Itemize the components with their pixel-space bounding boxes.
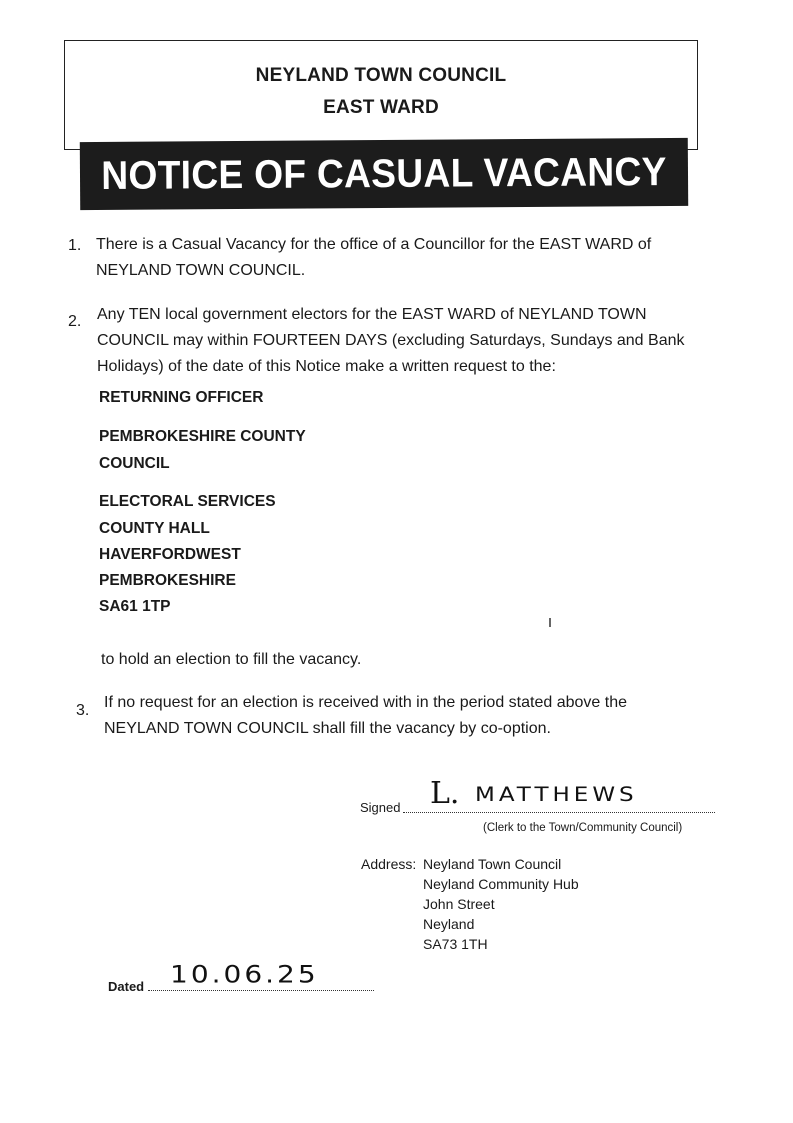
returning-officer-line: COUNTY HALL	[99, 520, 210, 537]
notice-banner	[80, 138, 688, 210]
returning-officer-line: ELECTORAL SERVICES	[99, 493, 276, 510]
returning-officer-line: PEMBROKESHIRE COUNTY	[99, 428, 306, 445]
address-label: Address:	[361, 856, 417, 872]
item-3-number: 3.	[76, 702, 90, 719]
scan-mark	[549, 618, 551, 627]
ward-name: EAST WARD	[323, 97, 439, 118]
council-name: NEYLAND TOWN COUNCIL	[255, 65, 507, 86]
item-3-line-2: NEYLAND TOWN COUNCIL shall fill the vacancy by co-option.	[104, 720, 551, 737]
election-request-closing: to hold an election to fill the vacancy.	[101, 651, 362, 668]
notice-title: NOTICE OF CASUAL VACANCY	[101, 149, 667, 198]
address-line: Neyland Community Hub	[423, 876, 579, 892]
item-1-text	[96, 232, 651, 284]
item-3-line-1: If no request for an election is received with in the period stated above the	[104, 694, 627, 711]
item-1-line-2: NEYLAND TOWN COUNCIL.	[96, 262, 306, 279]
item-2-line-2: COUNCIL may within FOURTEEN DAYS (excluding Saturdays, Sundays and Bank	[97, 332, 685, 349]
signed-label: Signed	[360, 800, 401, 815]
header-box	[64, 40, 698, 150]
dated-value: 10.06.25	[170, 960, 319, 989]
address-line: John Street	[423, 896, 495, 912]
returning-officer-line: COUNCIL	[99, 455, 170, 472]
item-2-line-3: Holidays) of the date of this Notice make a written request to the:	[97, 358, 556, 375]
item-2-number: 2.	[68, 313, 82, 330]
item-2-line-1: Any TEN local government electors for the EAST WARD of NEYLAND TOWN	[97, 306, 647, 323]
clerk-note: (Clerk to the Town/Community Council)	[483, 822, 683, 834]
address-line: Neyland Town Council	[423, 856, 562, 872]
item-1-line-1: There is a Casual Vacancy for the office of a Councillor for the EAST WARD of	[96, 236, 652, 253]
dated-label: Dated	[108, 979, 145, 994]
address-line: SA73 1TH	[423, 936, 488, 952]
address-line: Neyland	[423, 916, 475, 932]
returning-officer-line: RETURNING OFFICER	[99, 389, 264, 406]
item-1-number: 1.	[68, 237, 82, 254]
item-2-text	[97, 302, 685, 380]
returning-officer-line: PEMBROKESHIRE	[99, 572, 236, 589]
signature-initial: L.	[430, 776, 460, 811]
returning-officer-line: SA61 1TP	[99, 598, 171, 615]
item-3-text	[104, 690, 627, 742]
returning-officer-line: HAVERFORDWEST	[99, 546, 241, 563]
signature-name: MATTHEWS	[475, 783, 638, 807]
